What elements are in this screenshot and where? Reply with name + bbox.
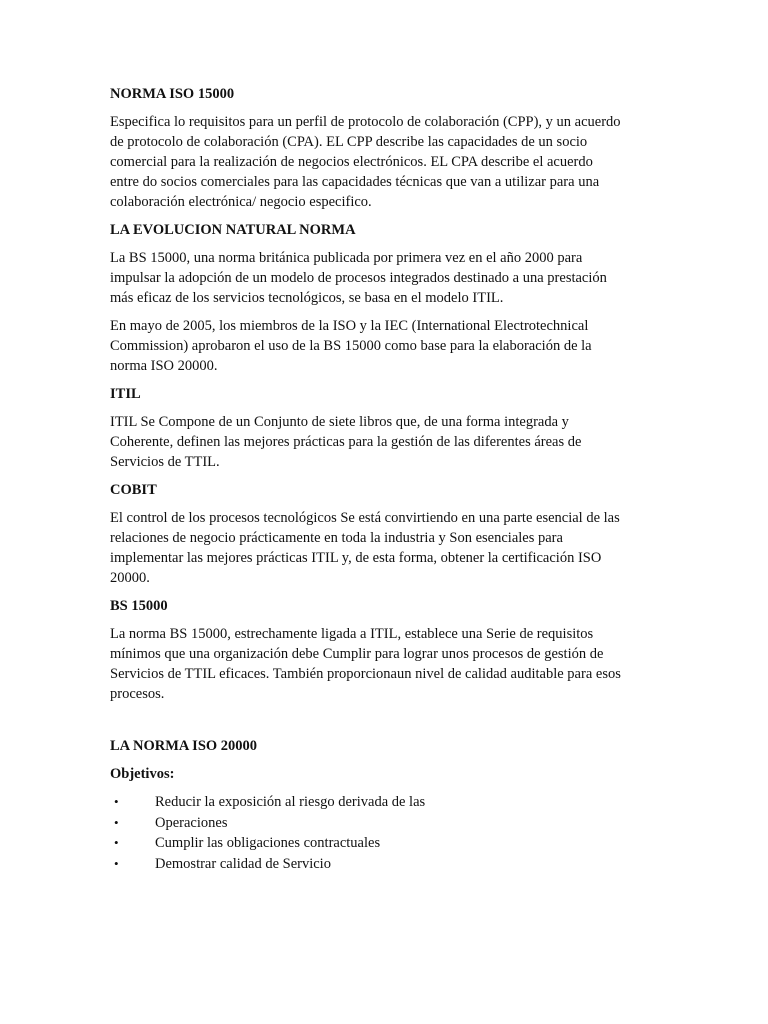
- text-line: La norma BS 15000, estrechamente ligada a ITIL, establece una Serie de requisitos: [110, 626, 594, 642]
- list-item: [110, 854, 658, 875]
- list-item-text: Demostrar calidad de Servicio: [155, 855, 331, 872]
- list-item-text: Cumplir las obligaciones contractuales: [155, 835, 381, 851]
- text-line: colaboración electrónica/ negocio especifico.: [110, 194, 372, 210]
- list-item: [110, 833, 658, 854]
- heading-itil: ITIL: [110, 386, 141, 402]
- heading-norma-iso-15000: NORMA ISO 15000: [110, 86, 235, 102]
- list-item-text: Operaciones: [155, 814, 228, 831]
- document-page: [110, 84, 658, 874]
- bullet-icon: •: [114, 855, 119, 871]
- paragraph-itil: [110, 412, 658, 472]
- paragraph-iso-iec-approval: [110, 316, 658, 376]
- text-line: procesos.: [110, 686, 165, 702]
- text-line: 20000.: [110, 570, 150, 586]
- bullet-icon: •: [114, 835, 119, 850]
- text-line: relaciones de negocio prácticamente en toda la industria y Son esenciales para: [110, 530, 563, 546]
- text-line: norma ISO 20000.: [110, 358, 218, 374]
- text-line: En mayo de 2005, los miembros de la ISO y la IEC (International Electrotechnical: [110, 318, 589, 334]
- text-line: Servicios de TTIL.: [110, 454, 220, 470]
- heading-norma-iso-20000: LA NORMA ISO 20000: [110, 738, 258, 754]
- text-line: Servicios de TTIL eficaces. También proporcionaun nivel de calidad auditable para esos: [110, 666, 621, 682]
- text-line: impulsar la adopción de un modelo de procesos integrados destinado a una prestación: [110, 270, 607, 286]
- list-item-text: Reducir la exposición al riesgo derivada de las: [155, 794, 426, 810]
- heading-bs-15000: BS 15000: [110, 598, 168, 614]
- text-line: comercial para la realización de negocios electrónicos. EL CPA describe el acuerdo: [110, 154, 593, 170]
- text-line: implementar las mejores prácticas ITIL y, de esta forma, obtener la certificación ISO: [110, 550, 602, 566]
- bullet-icon: •: [114, 794, 119, 809]
- text-line: Especifica lo requisitos para un perfil de protocolo de colaboración (CPP), y un acuerdo: [110, 114, 621, 130]
- text-line: Coherente, definen las mejores prácticas para la gestión de las diferentes áreas de: [110, 434, 582, 450]
- list-item: [110, 792, 658, 813]
- text-line: El control de los procesos tecnológicos Se está convirtiendo en una parte esencial de las: [110, 510, 620, 526]
- heading-cobit: COBIT: [110, 482, 157, 498]
- text-line: entre do socios comerciales para las capacidades técnicas que van a utilizar para una: [110, 174, 600, 190]
- blank-line: [110, 712, 658, 736]
- paragraph-iso-15000: [110, 112, 658, 212]
- paragraph-cobit: [110, 508, 658, 588]
- objectives-list: [110, 792, 658, 874]
- text-line: más eficaz de los servicios tecnológicos, se basa en el modelo ITIL.: [110, 290, 504, 306]
- text-line: ITIL Se Compone de un Conjunto de siete libros que, de una forma integrada y: [110, 414, 569, 430]
- paragraph-bs-15000: [110, 624, 658, 704]
- subheading-objetivos: Objetivos:: [110, 766, 175, 782]
- text-line: La BS 15000, una norma británica publicada por primera vez en el año 2000 para: [110, 250, 583, 266]
- heading-evolucion-natural: LA EVOLUCION NATURAL NORMA: [110, 222, 356, 238]
- list-item: [110, 813, 658, 834]
- bullet-icon: •: [114, 814, 119, 830]
- text-line: mínimos que una organización debe Cumplir para lograr unos procesos de gestión de: [110, 646, 604, 662]
- text-line: de protocolo de colaboración (CPA). EL CPP describe las capacidades de un socio: [110, 134, 588, 150]
- paragraph-bs-15000-origin: [110, 248, 658, 308]
- text-line: Commission) aprobaron el uso de la BS 15000 como base para la elaboración de la: [110, 338, 592, 354]
